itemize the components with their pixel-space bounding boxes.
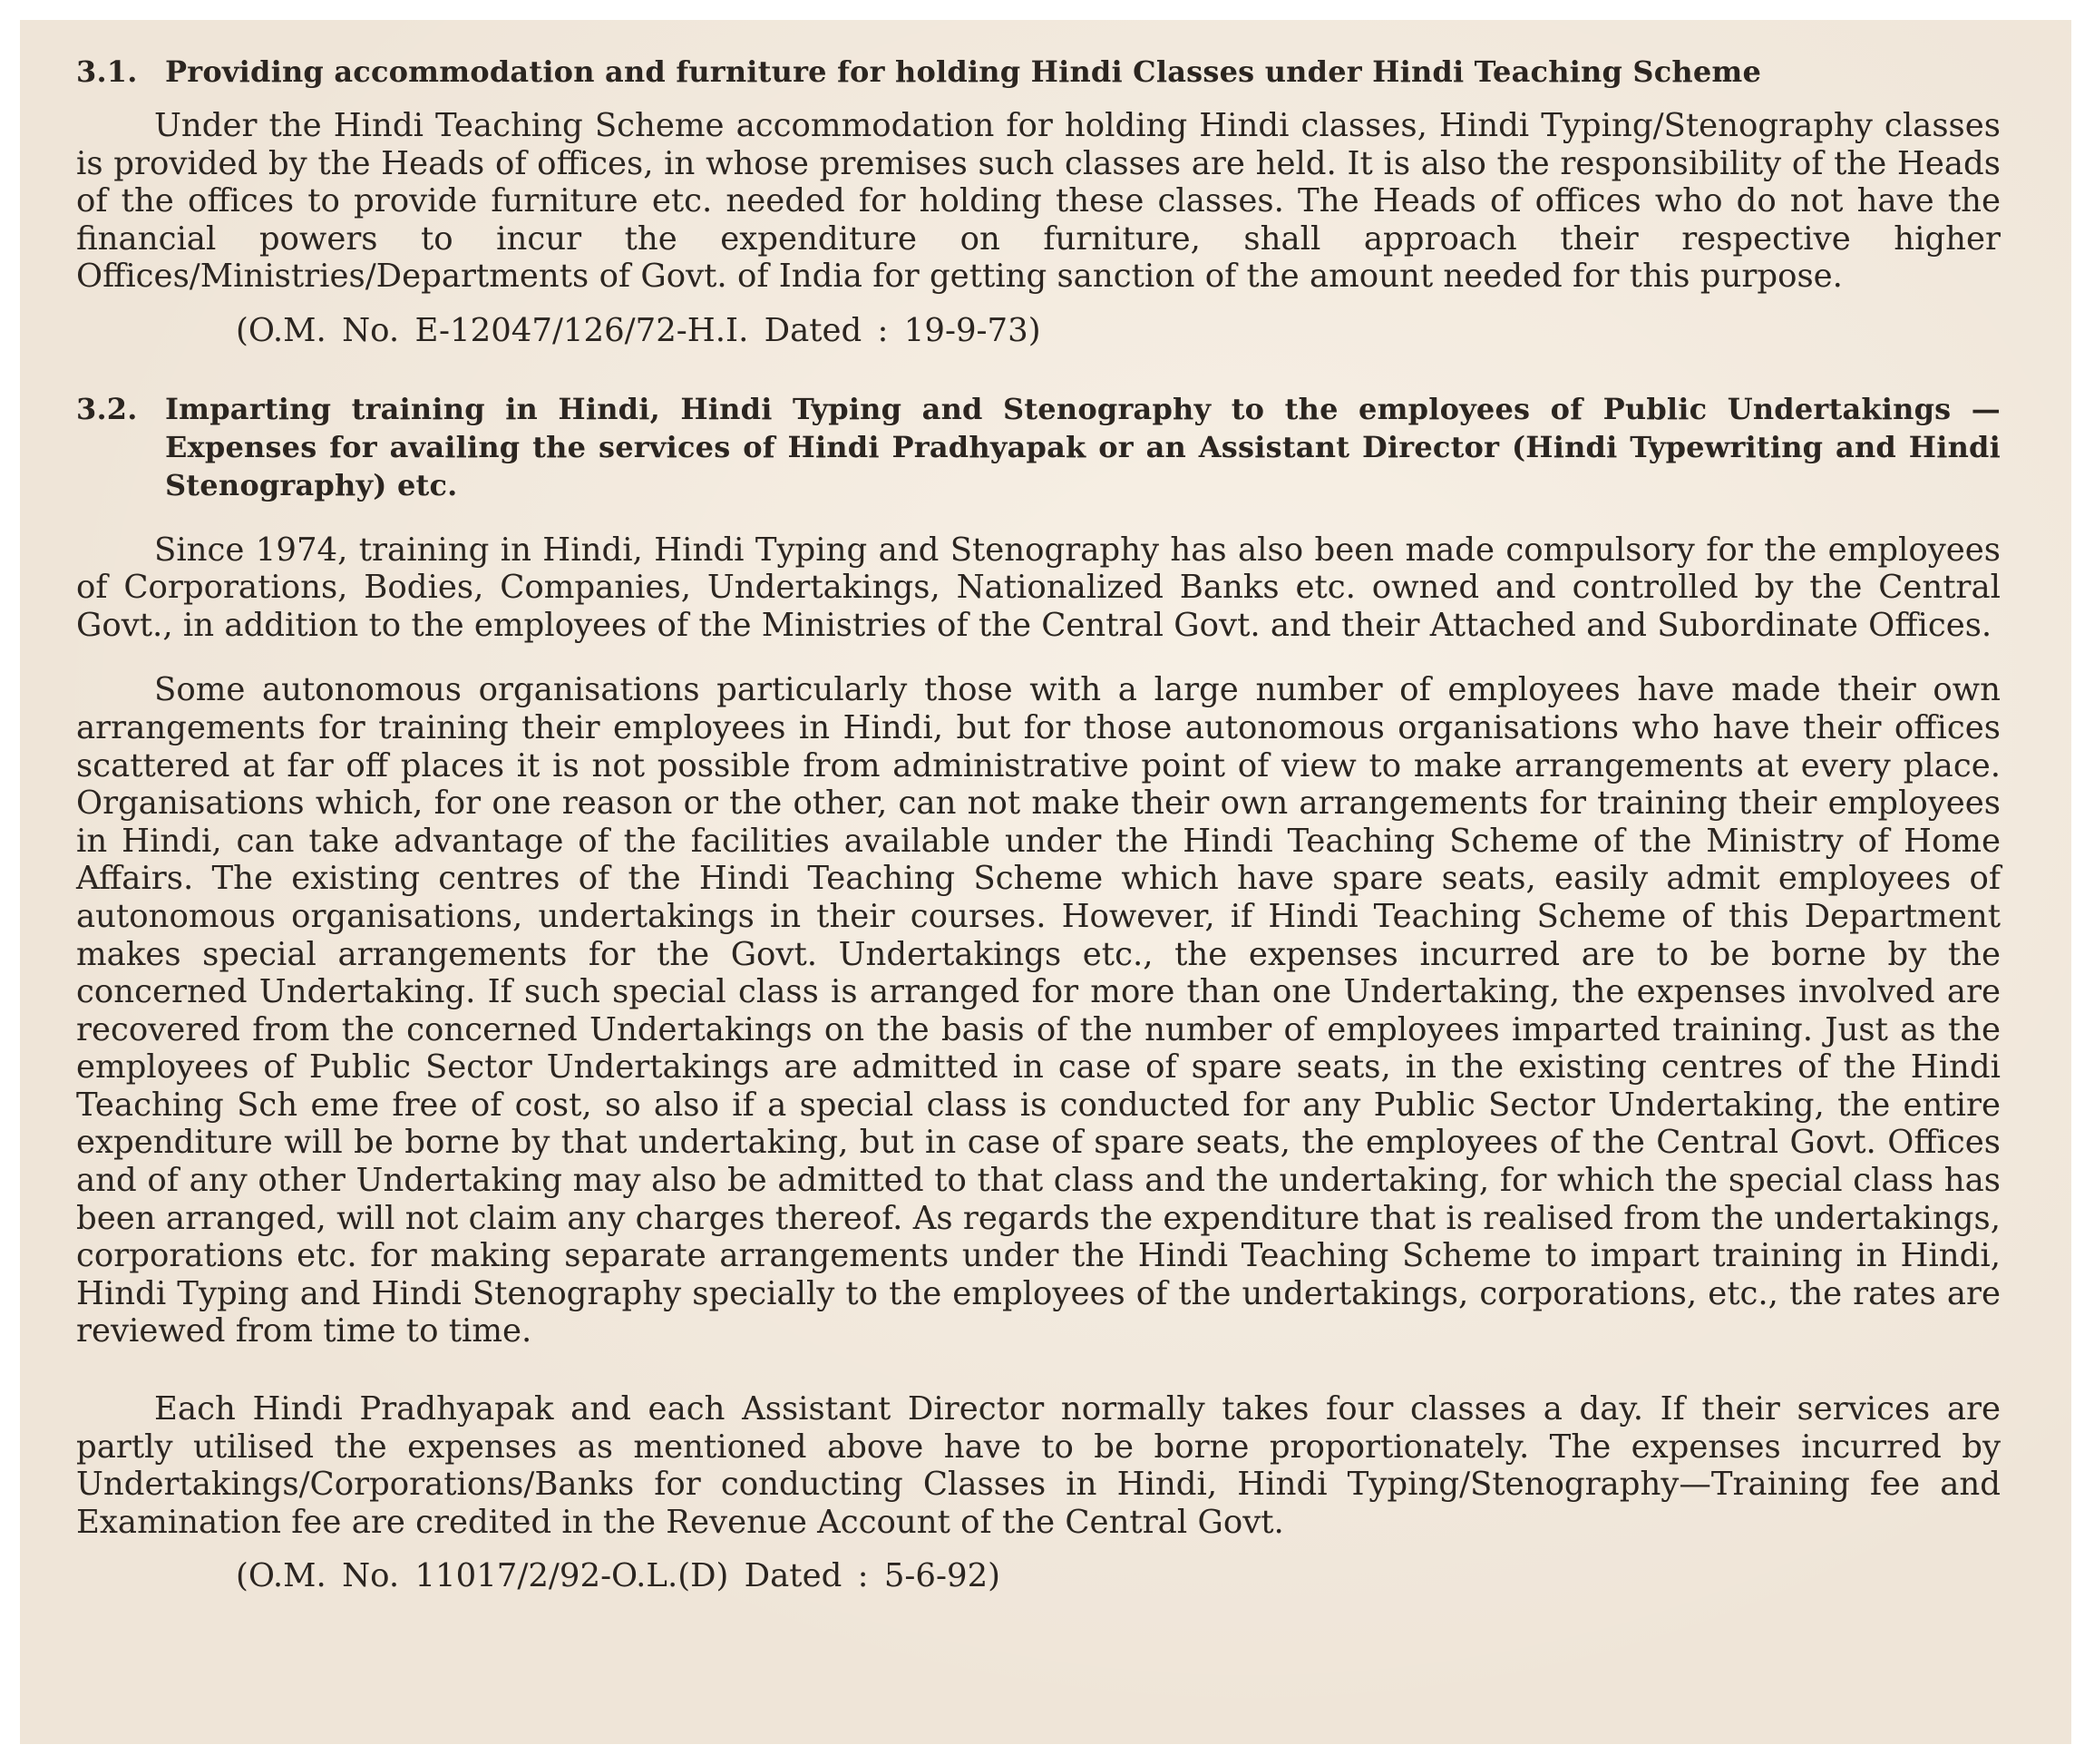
section-3-1-reference: (O.M. No. E-12047/126/72-H.I. Dated : 19-9-73) bbox=[236, 311, 1041, 349]
section-3-2-paragraph-1: Since 1974, training in Hindi, Hindi Typing and Stenography has also been made compulsory for the employees of Corporations, Bodies, Companies, Undertakings, Nationalized Banks etc. owned and controlled by the Central Govt., in addition to the employees of the Ministries of the Central Govt. and their Attached and Subordinate Offices. bbox=[76, 531, 2001, 644]
document-page bbox=[20, 20, 2071, 1744]
section-3-2-heading bbox=[76, 390, 2001, 504]
section-3-1-number: 3.1. bbox=[76, 54, 138, 89]
section-3-2-reference: (O.M. No. 11017/2/92-O.L.(D) Dated : 5-6-92) bbox=[236, 1557, 1001, 1595]
section-3-1-title: Providing accommodation and furniture for holding Hindi Classes under Hindi Teaching Scheme bbox=[165, 54, 1762, 89]
section-3-2-paragraph-2: Some autonomous organisations particularly those with a large number of employees have made their own arrangements for training their employees in Hindi, but for those autonomous organisations who have their offices scattered at far off places it is not possible from administrative point of view to make arrangements at every place. Organisations which, for one reason or the other, can not make their own arrangements for training their employees in Hindi, can take advantage of the facilities available under the Hindi Teaching Scheme of the Ministry of Home Affairs. The existing centres of the Hindi Teaching Scheme which have spare seats, easily admit employees of autonomous organisations, undertakings in their courses. However, if Hindi Teaching Scheme of this Department makes special arrangements for the Govt. Undertakings etc., the expenses incurred are to be borne by the concerned Undertaking. If such special class is arranged for more than one Undertaking, the expenses involved are recovered from the concerned Undertakings on the basis of the number of employees imparted training. Just as the employees of Public Sector Undertakings are admitted in case of spare seats, in the existing centres of the Hindi Teaching Sch eme free of cost, so also if a special class is conducted for any Public Sector Undertaking, the entire expenditure will be borne by that undertaking, but in case of spare seats, the employees of the Central Govt. Offices and of any other Undertaking may also be admitted to that class and the undertaking, for which the special class has been arranged, will not claim any charges thereof. As regards the expenditure that is realised from the undertakings, corporations etc. for making separate arrangements under the Hindi Teaching Scheme to impart training in Hindi, Hindi Typing and Hindi Stenography specially to the employees of the undertakings, corporations, etc., the rates are reviewed from time to time. bbox=[76, 671, 2001, 1350]
section-3-2-paragraph-3: Each Hindi Pradhyapak and each Assistant Director normally takes four classes a day. If their services are partly utilised the expenses as mentioned above have to be borne proportionately. The expenses incurred by Undertakings/Corporations/Banks for conducting Classes in Hindi, Hindi Typing/Stenography—Training fee and Examination fee are credited in the Revenue Account of the Central Govt. bbox=[76, 1390, 2001, 1541]
section-3-2-title: Imparting training in Hindi, Hindi Typing and Stenography to the employees of Public Undertakings —Expenses for availing the services of Hindi Pradhyapak or an Assistant Director (Hindi Typewriting and Hindi Stenography) etc. bbox=[165, 391, 2001, 502]
document-content bbox=[76, 53, 2001, 1595]
section-3-1-paragraph: Under the Hindi Teaching Scheme accommodation for holding Hindi classes, Hindi Typing/Stenography classes is provided by the Heads of offices, in whose premises such classes are held. It is also the responsibility of the Heads of the offices to provide furniture etc. needed for holding these classes. The Heads of offices who do not have the financial powers to incur the expenditure on furniture, shall approach their respective higher Offices/Ministries/Departments of Govt. of India for getting sanction of the amount needed for this purpose. bbox=[76, 107, 2001, 296]
section-3-1-heading bbox=[76, 53, 2001, 91]
section-3-2-number: 3.2. bbox=[76, 391, 138, 426]
